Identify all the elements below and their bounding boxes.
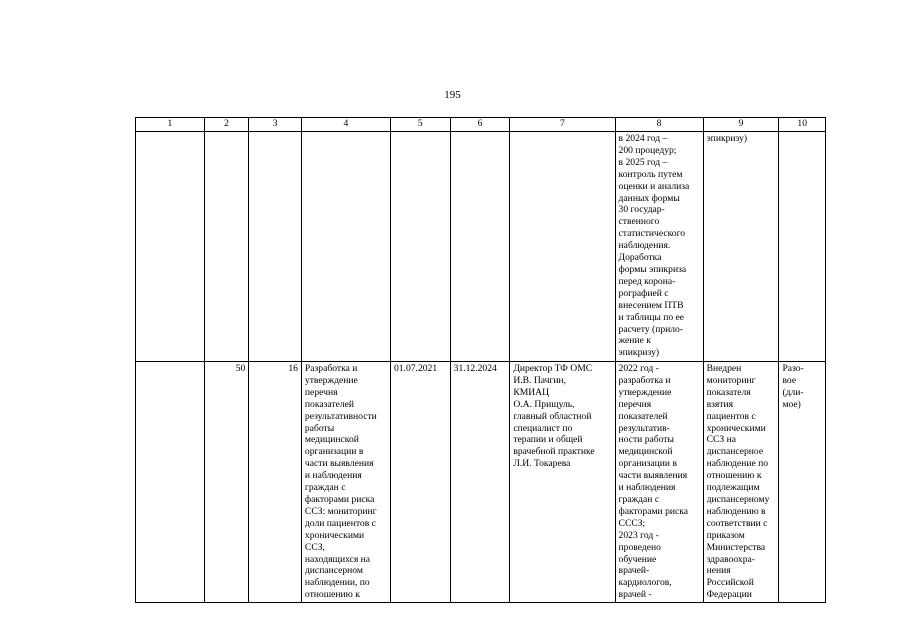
measure-text: Разработка и утверждение перечня показателей результативности работы медицинской организации в части выявления и наблюдения граждан с факторами риска ССЗ: мониторинг доли пациентов с хроническими ССЗ, находящихся на диспансерном наблюдении, по отношению к: [304, 363, 377, 601]
col-header-4: 4: [301, 118, 390, 132]
cell: [301, 132, 390, 362]
col-header-2: 2: [204, 118, 249, 132]
cell: [136, 132, 205, 362]
cell: [136, 362, 205, 603]
col-header-7: 7: [510, 118, 615, 132]
col-header-8: 8: [615, 118, 703, 132]
cell: [779, 132, 826, 362]
cell-outcome: [703, 362, 779, 603]
cell-start-date: 01.07.2021: [390, 362, 450, 603]
cell-subnumber: 16: [249, 362, 302, 603]
cell: [450, 132, 510, 362]
results-text: 2022 год - разработка и утверждение перечня показателей результатив- ности работы медицинской организации в части выявления и наблюдения граждан с факторами риска СССЗ; 2023 год - проведено обучение врачей- кардиологов, врачей -: [618, 363, 689, 601]
col-header-6: 6: [450, 118, 510, 132]
table-row: [136, 132, 826, 362]
cell-outcome: эпикризу): [703, 132, 779, 362]
cell-end-date: 31.12.2024: [450, 362, 510, 603]
cell-results: в 2024 год – 200 процедур; в 2025 год – контроль путем оценки и анализа данных формы 30 государ- ственного статистического наблюдения. Доработка формы эпикриза перед корона- рографией с внесением ПТВ и таблицы по ее расчету (прило- жение к эпикризу): [615, 132, 703, 362]
col-header-10: 10: [779, 118, 826, 132]
cell-measure: [301, 362, 390, 603]
col-header-9: 9: [703, 118, 779, 132]
col-header-5: 5: [390, 118, 450, 132]
cell-number: 50: [204, 362, 249, 603]
page-number: 195: [444, 89, 461, 101]
cell: [249, 132, 302, 362]
cell: [390, 132, 450, 362]
col-header-3: 3: [249, 118, 302, 132]
measures-table: [135, 117, 826, 603]
table-row: [136, 362, 826, 603]
cell-responsible: Директор ТФ ОМС И.В. Пачгин, КМИАЦ О.А. Прищуль, главный областной специалист по терапии и общей врачебной практике Л.И. Токарева: [510, 362, 615, 603]
outcome-text: Внедрен мониторинг показателя взятия пациентов с хроническими ССЗ на диспансерное наблюдение по отношению к подлежащим диспансерному наблюдению в соответствии с приказом Министерства здравоохра- нения Российской Федерации: [706, 363, 770, 601]
col-header-1: 1: [136, 118, 205, 132]
cell: [510, 132, 615, 362]
cell-type: Разо- вое (дли- мое): [779, 362, 826, 603]
cell-results: [615, 362, 703, 603]
header-row: [136, 118, 826, 132]
cell: [204, 132, 249, 362]
